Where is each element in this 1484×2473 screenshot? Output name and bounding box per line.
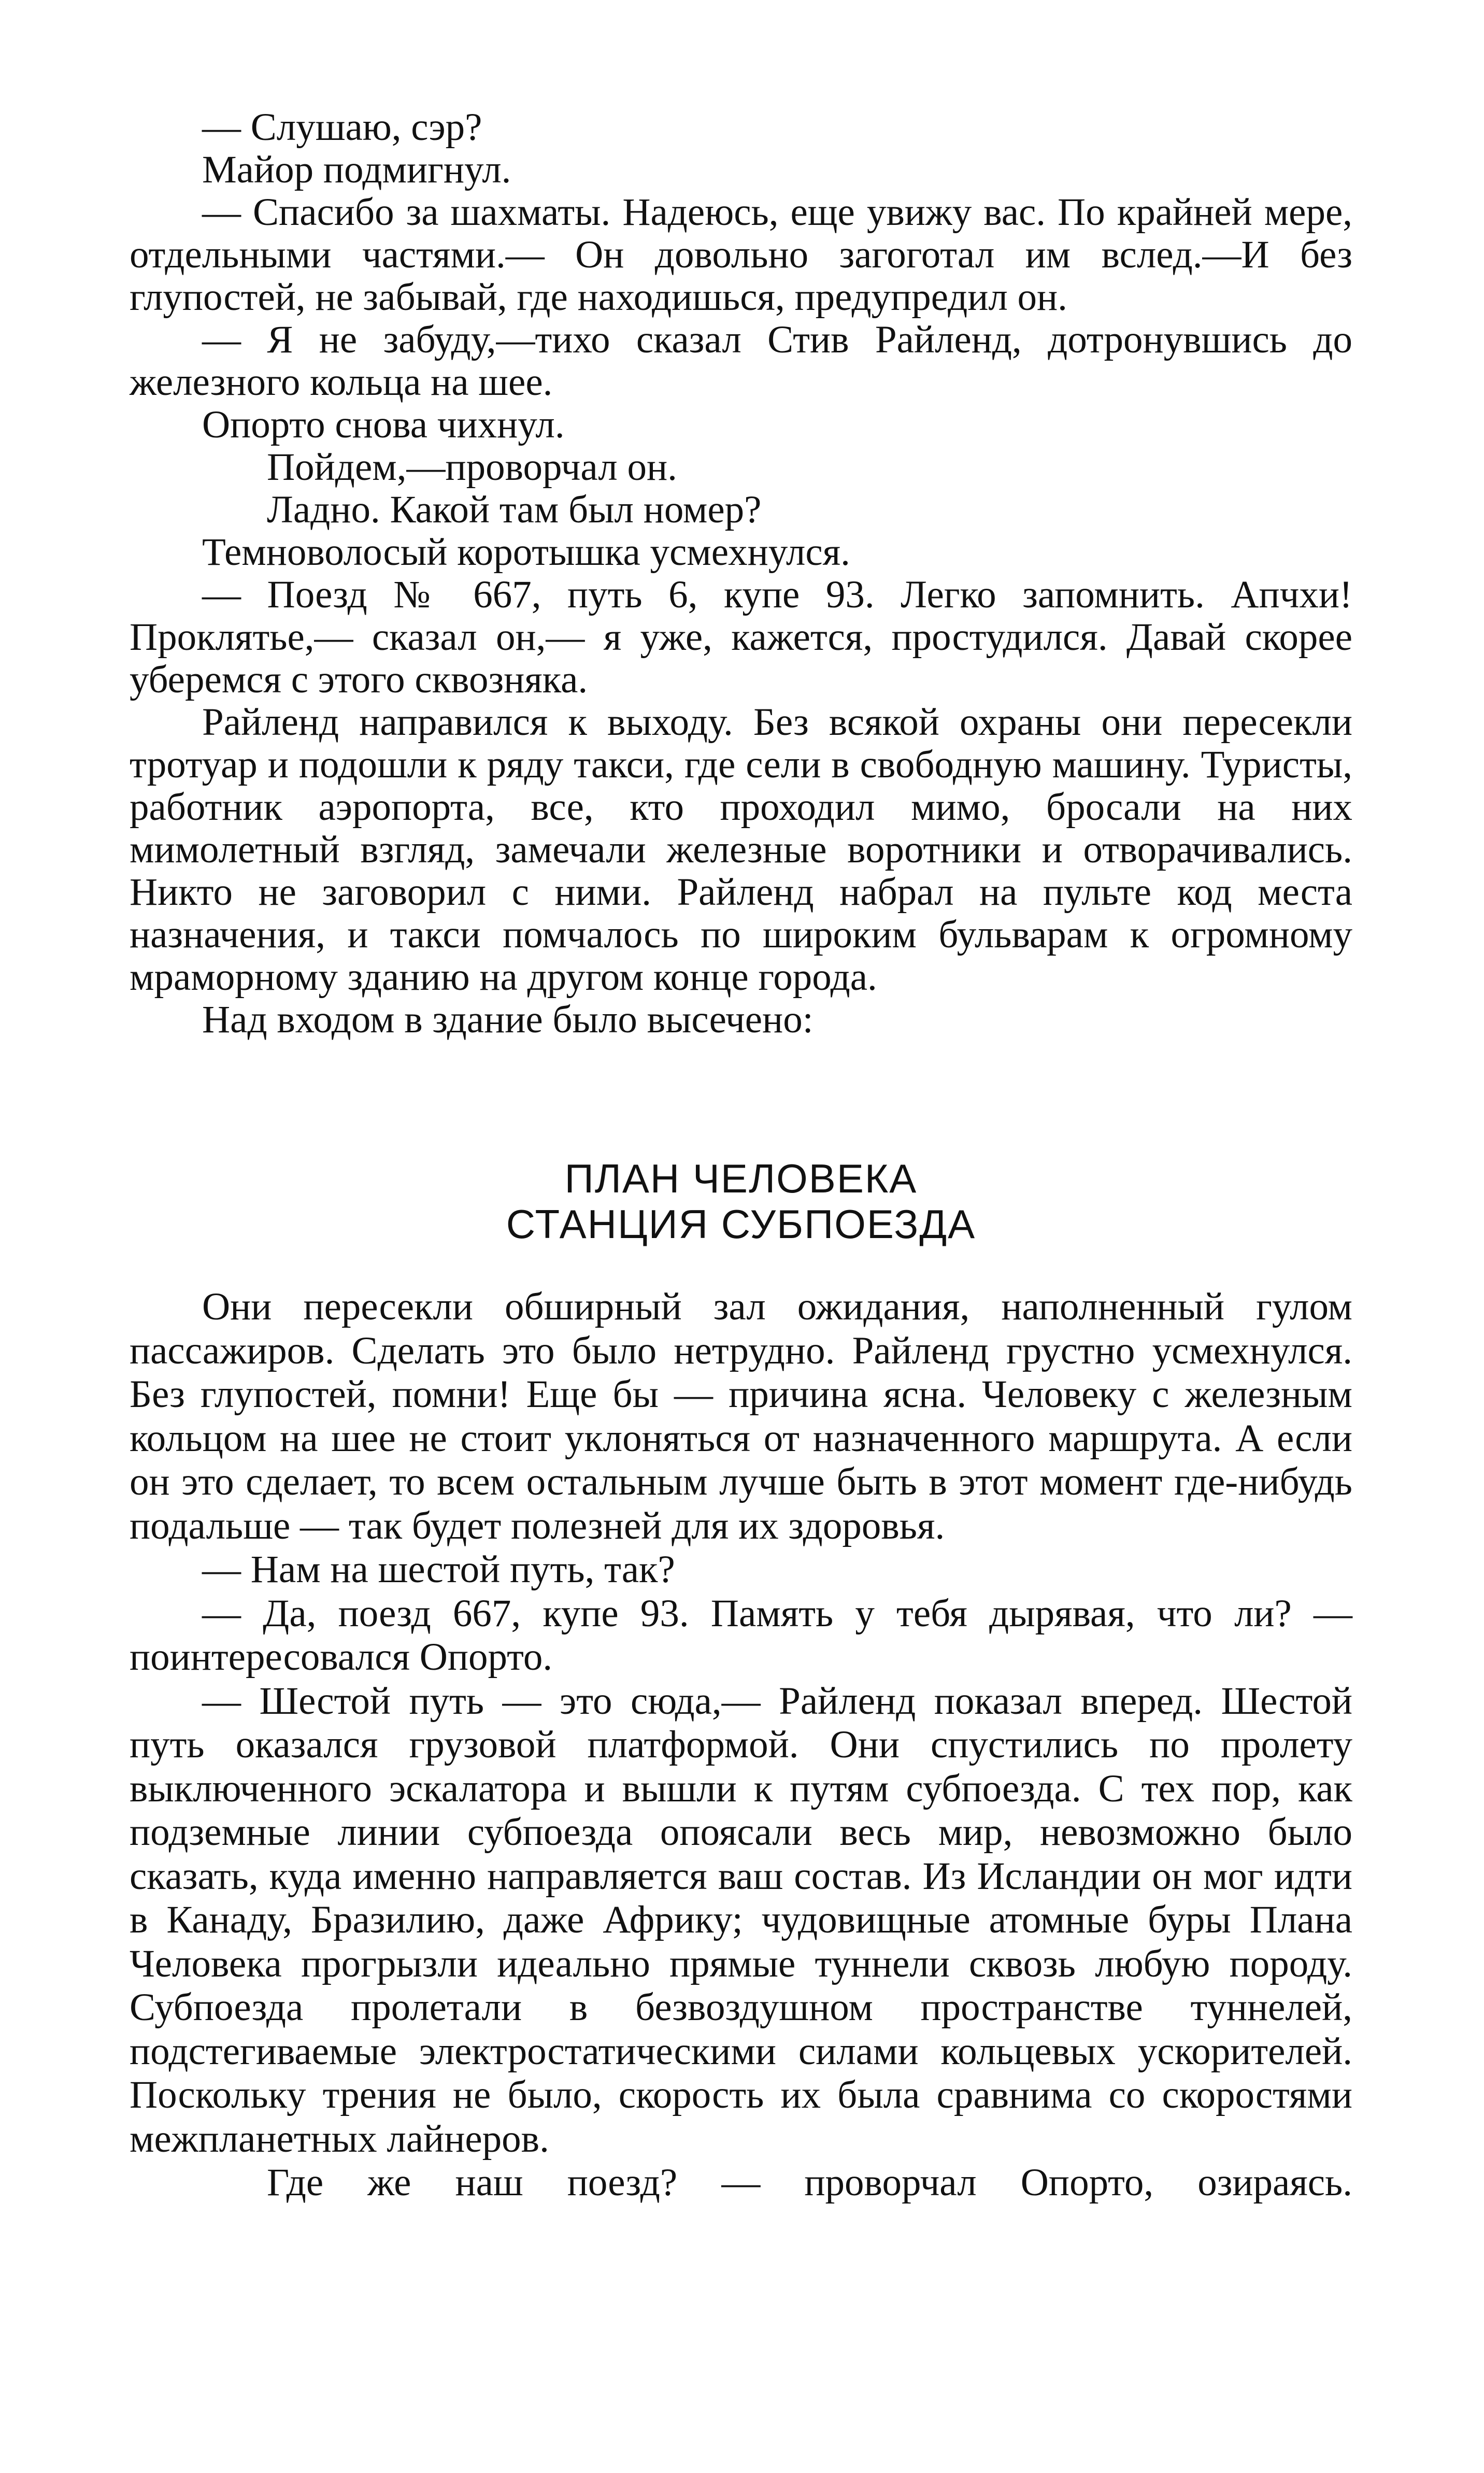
heading-line: ПЛАН ЧЕЛОВЕКА bbox=[564, 1156, 918, 1201]
paragraph: — Шестой путь — это сюда,— Райленд показал вперед. Шестой путь оказался грузовой платформой. Они спустились по пролету выключенного эскалатора и вышли к путям субпоезда. С тех пор, как подземные линии субпоезда опоясали весь мир, невозможно было сказать, куда именно направляется ваш состав. Из Исландии он мог идти в Канаду, Бразилию, даже Африку; чудовищные атомные буры Плана Человека прогрызли идеально прямые туннели сквозь любую породу. Субпоезда пролетали в безвоздушном пространстве туннелей, подстегиваемые электростатическими силами кольцевых ускорителей. Поскольку трения не было, скорость их была сравнима со скоростями межпланетных лайнеров. bbox=[130, 1679, 1352, 2161]
inscription-heading bbox=[130, 1156, 1352, 1247]
paragraph: — Слушаю, сэр? bbox=[202, 106, 482, 149]
text-block-lower bbox=[130, 1285, 1352, 2205]
paragraph: — Спасибо за шахматы. Надеюсь, еще увижу вас. По крайней мере, отдельными частями.— Он довольно загоготал им вслед.—И без глупостей, не забывай, где находишься, предупредил он. bbox=[130, 191, 1352, 319]
paragraph: Они пересекли обширный зал ожидания, наполненный гулом пассажиров. Сделать это было нетрудно. Райленд грустно усмехнулся. Без глупостей, помни! Еще бы — причина ясна. Человеку с железным кольцом на шее не стоит уклоняться от назначенного маршрута. А если он это сделает, то всем остальным лучше быть в этот момент где-нибудь подальше — так будет полезней для их здоровья. bbox=[130, 1285, 1352, 1547]
text-block-upper bbox=[130, 106, 1352, 1041]
paragraph: Опорто снова чихнул. bbox=[202, 403, 565, 446]
paragraph: — Я не забуду,—тихо сказал Стив Райленд, дотронувшись до железного кольца на шее. bbox=[130, 318, 1352, 404]
paragraph: Майор подмигнул. bbox=[202, 148, 511, 191]
paragraph: Пойдем,—проворчал он. bbox=[267, 446, 677, 489]
paragraph: — Нам на шестой путь, так? bbox=[202, 1548, 675, 1591]
paragraph: Райленд направился к выходу. Без всякой охраны они пересекли тротуар и подошли к ряду такси, где сели в свободную машину. Туристы, работник аэропорта, все, кто проходил мимо, бросали на них мимолетный взгляд, замечали железные воротники и отворачивались. Никто не заговорил с ними. Райленд набрал на пульте код места назначения, и такси помчалось по широким бульварам к огромному мраморному зданию на другом конце города. bbox=[130, 701, 1352, 999]
paragraph: — Поезд № 667, путь 6, купе 93. Легко запомнить. Апчхи! Проклятье,— сказал он,— я уже, кажется, простудился. Давай скорее уберемся с этого сквозняка. bbox=[130, 573, 1352, 701]
heading-line: СТАНЦИЯ СУБПОЕЗДА bbox=[506, 1201, 976, 1247]
paragraph: Над входом в здание было высечено: bbox=[202, 998, 814, 1041]
paragraph: Темноволосый коротышка усмехнулся. bbox=[202, 531, 850, 574]
paragraph: Где же наш поезд? — проворчал Опорто, озираясь. bbox=[267, 2161, 1352, 2204]
paragraph: — Да, поезд 667, купе 93. Память у тебя дырявая, что ли? — поинтересовался Опорто. bbox=[130, 1591, 1352, 1679]
paragraph: Ладно. Какой там был номер? bbox=[267, 488, 762, 531]
